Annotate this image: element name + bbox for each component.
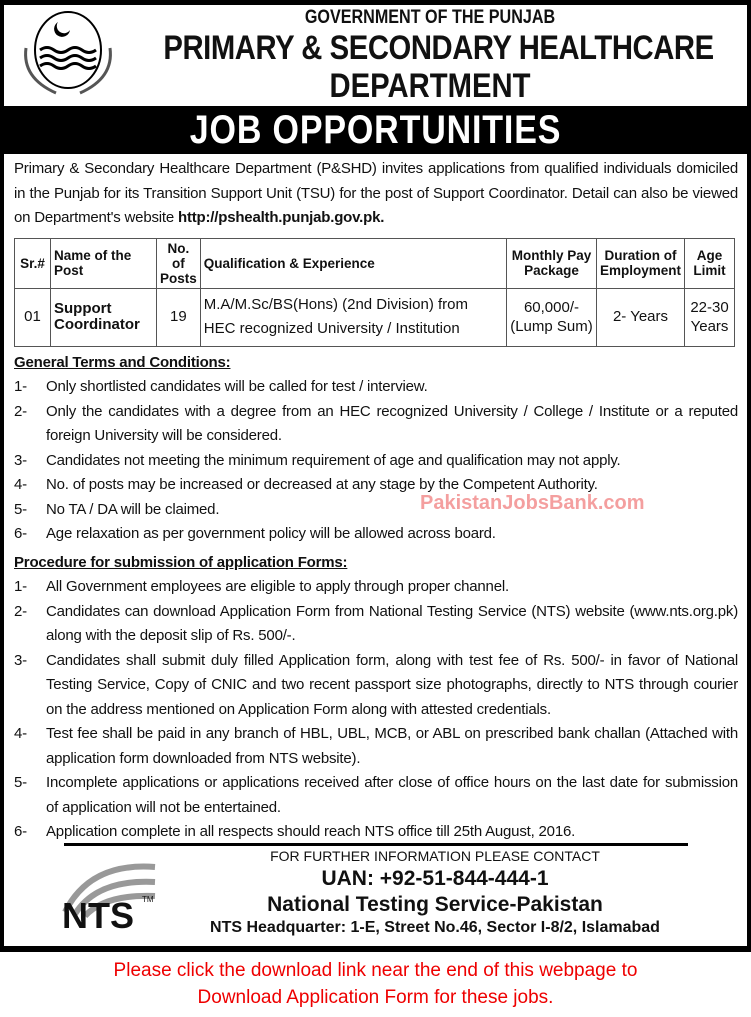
col-header: Sr.# [15, 238, 51, 288]
cell-duration: 2- Years [596, 288, 684, 346]
procedure-text: Application complete in all respects should reach NTS office till 25th August, 2016. [46, 823, 576, 840]
svg-text:TM: TM [142, 895, 154, 904]
punjab-government-emblem-icon [18, 8, 118, 100]
footer-divider [64, 843, 688, 846]
table-row [15, 288, 735, 346]
intro-paragraph [14, 157, 738, 231]
cell-posts: 19 [157, 288, 201, 346]
term-item: 2- Only the candidates with a degree from an HEC recognized University / College / Institute or a reputed foreign University will be considered. [14, 402, 738, 444]
term-item: 4- No. of posts may be increased or decreased at any stage by the Competent Authority. [14, 476, 598, 493]
term-text: No. of posts may be increased or decreased at any stage by the Competent Authority. [46, 476, 598, 493]
procedure-text: Candidates can download Application Form from National Testing Service (NTS) website (www.nts.org.pk) along with the deposit slip of Rs. 500/-. [46, 602, 738, 644]
cell-age: 22-30 Years [685, 288, 735, 346]
terms-heading: General Terms and Conditions: [14, 353, 231, 371]
term-item: 6- Age relaxation as per government policy will be allowed across board. [14, 525, 496, 542]
procedure-item: 1- All Government employees are eligible to apply through proper channel. [14, 578, 509, 595]
notice-line: Please click the download link near the end of this webpage to [113, 960, 638, 981]
nts-logo-icon [60, 852, 190, 932]
intro-text: Primary & Secondary Healthcare Department (P&SHD) invites applications from qualified individuals domiciled in the Punjab for its Transition Support Unit (TSU) for the post of Support Coordinator. Detail can also be viewed on Department's website [14, 160, 738, 226]
address: NTS Headquarter: 1-E, Street No.46, Sector I-8/2, Islamabad [210, 919, 660, 936]
cell-qualification: M.A/M.Sc/BS(Hons) (2nd Division) from HEC recognized University / Institution [200, 288, 506, 346]
col-header: Qualification & Experience [200, 238, 506, 288]
table-header-row [15, 238, 735, 288]
term-text: No TA / DA will be claimed. [46, 500, 220, 518]
procedure-item: 5- Incomplete applications or applications received after close of office hours on the last date for submission of application will not be entertained. [14, 774, 738, 816]
website-link[interactable]: http://pshealth.punjab.gov.pk. [177, 209, 385, 226]
col-header: No. of Posts [157, 238, 201, 288]
cell-post: Support Coordinator [51, 288, 157, 346]
procedure-item: 6- Application complete in all respects should reach NTS office till 25th August, 2016. [14, 823, 576, 840]
banner-text: JOB OPPORTUNITIES [189, 108, 562, 152]
procedure-text: All Government employees are eligible to apply through proper channel. [46, 578, 509, 595]
cell-pay: 60,000/- (Lump Sum) [506, 288, 596, 346]
term-item: 5- No TA / DA will be claimed. [14, 500, 220, 518]
col-header: Monthly Pay Package [506, 238, 596, 288]
svg-text:NTS: NTS [62, 895, 134, 932]
term-text: Only the candidates with a degree from an HEC recognized University / College / Institute or a reputed foreign University will be considered. [46, 402, 738, 444]
government-heading: GOVERNMENT OF THE PUNJAB [304, 7, 556, 28]
term-item: 1- Only shortlisted candidates will be called for test / interview. [14, 378, 428, 395]
download-notice[interactable] [0, 957, 751, 1011]
procedure-text: Test fee shall be paid in any branch of HBL, UBL, MCB, or ABL on prescribed bank challan (Attached with application form downloaded from NTS website). [46, 725, 738, 767]
jobs-table [14, 238, 735, 347]
procedure-text: Candidates shall submit duly filled Application form, along with test fee of Rs. 500/- in favor of National Testing Service, Copy of CNIC and two recent passport size photographs, directly to NTS through courier on the address mentioned on Application Form along with attested credentials. [46, 651, 738, 718]
term-item: 3- Candidates not meeting the minimum requirement of age and qualification may not apply. [14, 451, 621, 469]
col-header: Name of the Post [51, 238, 157, 288]
term-text: Candidates not meeting the minimum requirement of age and qualification may not apply. [46, 451, 621, 469]
col-header: Duration of Employment [596, 238, 684, 288]
procedure-item: 2- Candidates can download Application Form from National Testing Service (NTS) website (www.nts.org.pk) along with the deposit slip of Rs. 500/-. [14, 602, 738, 644]
col-header: Age Limit [685, 238, 735, 288]
term-text: Age relaxation as per government policy will be allowed across board. [46, 525, 496, 542]
notice-line: Download Application Form for these jobs. [197, 987, 554, 1008]
uan-number: UAN: +92-51-844-444-1 [321, 867, 549, 890]
procedure-heading: Procedure for submission of application Forms: [14, 553, 348, 571]
watermark: PakistanJobsBank.com [420, 492, 645, 514]
procedure-item: 4- Test fee shall be paid in any branch of HBL, UBL, MCB, or ABL on prescribed bank challan (Attached with application form downloaded from NTS website). [14, 725, 738, 767]
procedure-item: 3- Candidates shall submit duly filled Application form, along with test fee of Rs. 500/- in favor of National Testing Service, Copy of CNIC and two recent passport size photographs, directly to NTS through courier on the address mentioned on Application Form along with attested credentials. [14, 651, 738, 718]
cell-sr: 01 [15, 288, 51, 346]
term-text: Only shortlisted candidates will be called for test / interview. [46, 378, 428, 395]
procedure-text: Incomplete applications or applications received after close of office hours on the last date for submission of application will not be entertained. [46, 774, 738, 816]
organization-name: National Testing Service-Pakistan [267, 893, 603, 916]
job-opportunities-banner [0, 106, 751, 154]
contact-heading: FOR FURTHER INFORMATION PLEASE CONTACT [270, 848, 600, 864]
department-title-line2: DEPARTMENT [329, 67, 531, 105]
department-title-line1: PRIMARY & SECONDARY HEALTHCARE [163, 29, 714, 67]
